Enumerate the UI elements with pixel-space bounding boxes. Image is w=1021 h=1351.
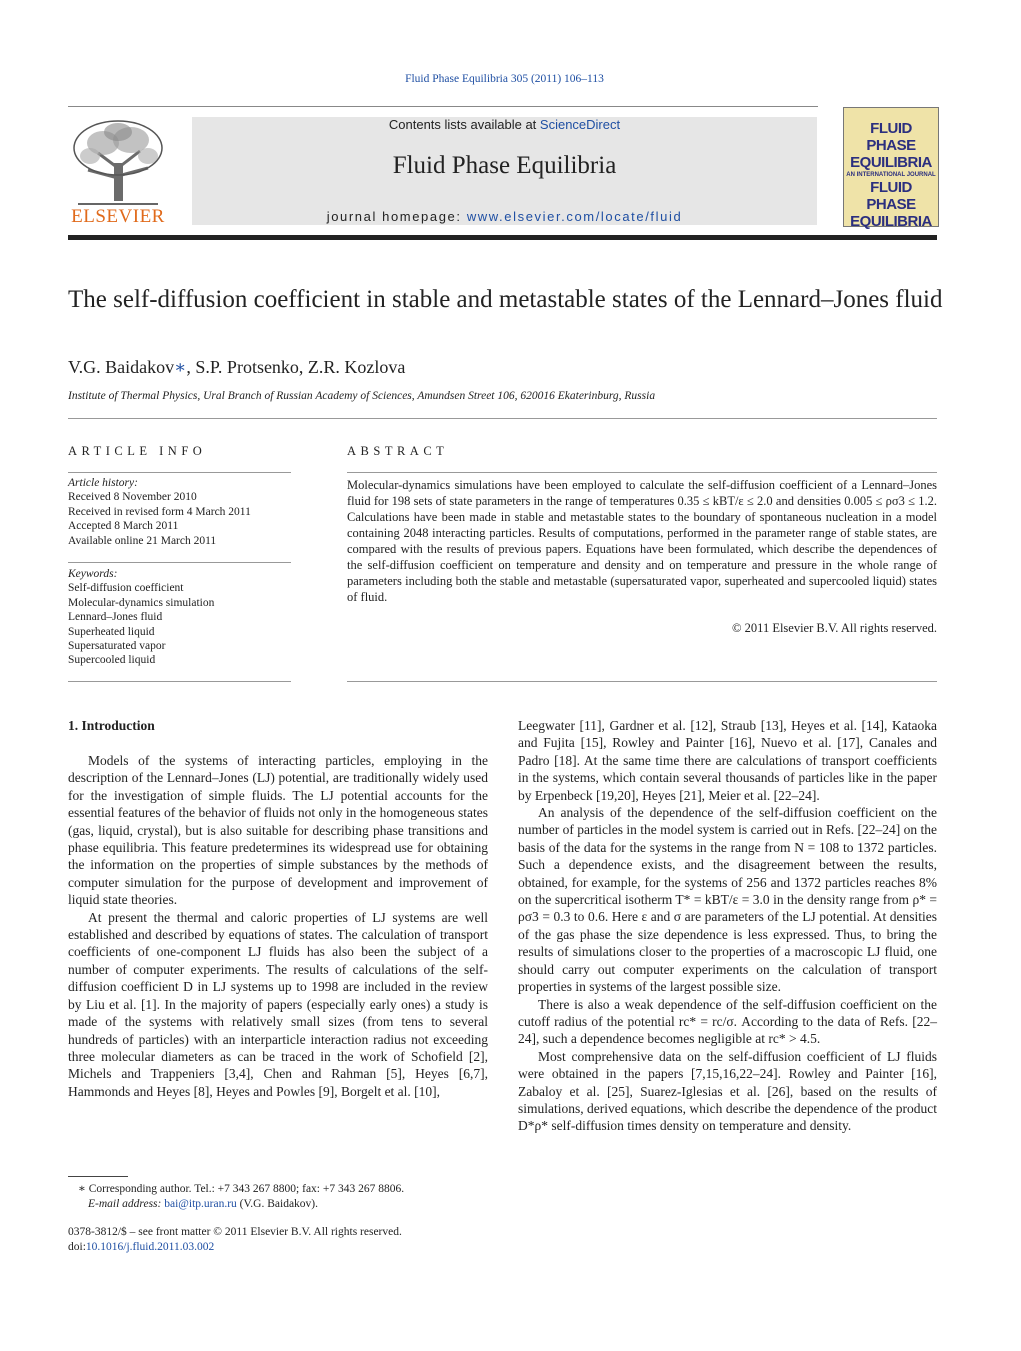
journal-title: Fluid Phase Equilibria bbox=[392, 152, 617, 179]
title-divider bbox=[68, 418, 937, 419]
doi-prefix: doi: bbox=[68, 1241, 86, 1253]
cover-line: EQUILIBRIA bbox=[850, 213, 932, 230]
history-item: Accepted 8 March 2011 bbox=[68, 520, 179, 533]
info-divider bbox=[68, 562, 291, 563]
body-paragraph: An analysis of the dependence of the self-diffusion coefficient on the number of particles in the model system is carried out in Refs. [22–24] on the basis of the data for the systems in the range from N = 108 to 1372 particles. Such a dependence exists, and the disagreement between the results, obtained, for example, for the systems of 256 and 1372 particles reaches 8% on the supercritical isotherm T* = kBT/ε = 3.0 in the density range from ρ* = ρσ3 = 0.3 to 0.6. Here ε and σ are parameters of the LJ potential. At densities of the gas phase the size dependence is less expressed. Thus, to bring the results of simulations closer to the properties of a macroscopic LJ fluid, one should carry out computer experiments on the calculation of transport properties in systems of the largest possible size. bbox=[518, 805, 937, 995]
section-heading-introduction: 1. Introduction bbox=[68, 718, 155, 733]
body-paragraph: At present the thermal and caloric properties of LJ systems are well established and described by equations of states. The calculation of transport coefficients of one-component LJ fluids has also been the subject of a number of computer experiments. The results of calculations of the self-diffusion coefficient D in LJ systems up to 1998 are included in the review by Liu et al. [1]. In the majority of papers (especially early ones) a study is made of the systems with relatively small sizes (from tens to several hundreds of particles) with an interparticle interaction radius not exceeding three molecular diameters as can be traced in the work of Schofield [2], Michels and Trappeniers [3,4], Chen and Rahman [5], Heyes [6,7], Hammonds and Heyes [8], Heyes and Powles [9], Borgelt et al. [10], bbox=[68, 909, 488, 1099]
abstract-divider bbox=[347, 681, 937, 682]
tree-logo-icon bbox=[68, 118, 168, 208]
body-paragraph: There is also a weak dependence of the self-diffusion coefficient on the cutoff radius of the potential rc* = rc/σ. According to the data of Refs. [22–24], such a dependence becomes negligible at rc* > 4.5. bbox=[518, 996, 937, 1047]
keyword: Molecular-dynamics simulation bbox=[68, 596, 215, 609]
cover-line: AN INTERNATIONAL JOURNAL bbox=[846, 172, 936, 178]
footnote-mark: ∗ bbox=[78, 1183, 86, 1195]
sciencedirect-link[interactable]: ScienceDirect bbox=[539, 117, 621, 132]
keywords-label: Keywords: bbox=[68, 568, 118, 580]
first-author: V.G. Baidakov bbox=[68, 357, 175, 377]
footnote-text: Corresponding author. Tel.: +7 343 267 8800; fax: +7 343 267 8806. bbox=[85, 1183, 405, 1195]
doi-line bbox=[68, 1240, 488, 1255]
elsevier-logo bbox=[68, 118, 168, 228]
affiliation: Institute of Thermal Physics, Ural Branch of Russian Academy of Sciences, Amundsen Street 106, 620016 Ekaterinburg, Russia bbox=[68, 390, 656, 402]
body-paragraph: Models of the systems of interacting particles, employing in the description of the Lennard–Jones (LJ) potential, are traditionally widely used for the investigation of simple fluids. The LJ potential accounts for the essential features of the behavior of fluids not only in the homogeneous states (gas, liquid, crystal), but is also suitable for describing phase transitions and phase equilibria. This feature predetermines its widespread use for obtaining the information on the properties of simple substances by the methods of computer simulation for the purpose of development and improvement of liquid state theories. bbox=[68, 753, 488, 908]
journal-citation[interactable]: Fluid Phase Equilibria 305 (2011) 106–113 bbox=[405, 73, 604, 85]
footnote-rule bbox=[68, 1176, 128, 1177]
history-label: Article history: bbox=[68, 477, 138, 489]
keyword: Self-diffusion coefficient bbox=[68, 582, 184, 595]
corresponding-author-footnote bbox=[68, 1182, 488, 1212]
keywords bbox=[68, 567, 293, 668]
other-authors: , S.P. Protsenko, Z.R. Kozlova bbox=[186, 357, 406, 377]
header-top-rule bbox=[68, 106, 818, 107]
history-item: Received in revised form 4 March 2011 bbox=[68, 505, 251, 518]
article-title: The self-diffusion coefficient in stable and metastable states of the Lennard–Jones fluid bbox=[68, 286, 943, 313]
header-bottom-rule bbox=[68, 235, 937, 240]
body-column-left bbox=[68, 752, 488, 1100]
elsevier-wordmark: ELSEVIER bbox=[71, 206, 165, 227]
corresponding-author-mark[interactable]: ∗ bbox=[174, 357, 187, 377]
abstract-heading: ABSTRACT bbox=[347, 444, 449, 458]
doi-link[interactable]: 10.1016/j.fluid.2011.03.002 bbox=[85, 1241, 215, 1253]
contents-prefix: Contents lists available at bbox=[388, 117, 540, 132]
history-item: Received 8 November 2010 bbox=[68, 491, 197, 504]
history-item: Available online 21 March 2011 bbox=[68, 534, 217, 547]
keyword: Superheated liquid bbox=[68, 625, 155, 638]
info-divider bbox=[68, 472, 291, 473]
keyword: Lennard–Jones fluid bbox=[68, 611, 163, 624]
contents-line bbox=[192, 117, 817, 132]
homepage-prefix: journal homepage: bbox=[326, 209, 467, 224]
body-paragraph: Most comprehensive data on the self-diffusion coefficient of LJ fluids were obtained in the papers [7,15,16,22–24]. Rowley and Painter [16], Zabaloy et al. [25], Suarez-Iglesias et al. [26], based on the results of simulations, derived equations, which describe the dependence of the product D*ρ* self-diffusion times density on temperature and density. bbox=[518, 1048, 937, 1134]
front-matter-text: 0378-3812/$ – see front matter © 2011 Elsevier B.V. All rights reserved. bbox=[68, 1226, 402, 1238]
info-divider bbox=[68, 681, 291, 682]
keyword: Supercooled liquid bbox=[68, 654, 156, 667]
homepage-link[interactable]: www.elsevier.com/locate/fluid bbox=[466, 209, 683, 224]
body-paragraph: Leegwater [11], Gardner et al. [12], Straub [13], Heyes et al. [14], Kataoka and Fujita [15], Rowley and Painter [16], Nuevo et al. [17], Canales and Padro [18]. At the same time there are calculations of transport coefficients in the systems, which contain several thousands of particles like in the paper by Erpenbeck [19,20], Heyes [21], Meier et al. [22–24]. bbox=[518, 718, 937, 803]
article-history bbox=[68, 476, 293, 548]
cover-line: FLUID PHASE bbox=[866, 120, 916, 154]
front-matter bbox=[68, 1225, 488, 1255]
footnote-line bbox=[68, 1182, 488, 1197]
journal-cover[interactable] bbox=[843, 107, 939, 230]
article-info-heading: ARTICLE INFO bbox=[68, 444, 207, 458]
author-list bbox=[68, 357, 405, 378]
email-label: E-mail address: bbox=[88, 1198, 165, 1210]
keyword: Supersaturated vapor bbox=[68, 640, 166, 653]
cover-line: FLUID PHASE bbox=[866, 179, 916, 213]
body-column-right bbox=[518, 717, 937, 1135]
email-link[interactable]: bai@itp.uran.ru bbox=[164, 1198, 237, 1210]
email-line bbox=[68, 1197, 488, 1212]
abstract-text: Molecular-dynamics simulations have been employed to calculate the self-diffusion coefficient of a Lennard–Jones fluid for 198 sets of state parameters in the range of temperatures 0.35 ≤ kBT/ε ≤ 2.0 and densities 0.005 ≤ ρσ3 ≤ 1.2. Calculations have been made in stable and metastable states to the boundary of spontaneous nucleation in a model containing 2048 interacting particles. Results of computations, performed in the parameter range of stable states, are compared with the results of previous papers. Equations have been formulated, which describe the dependences of the self-diffusion coefficient on temperature and density and on temperature and pressure in the whole range of parameters including both the stable and metastable (supersaturated vapor, superheated and supercooled liquid) states of fluid. bbox=[347, 478, 937, 604]
cover-line: EQUILIBRIA bbox=[850, 154, 932, 171]
abstract-copyright: © 2011 Elsevier B.V. All rights reserved. bbox=[732, 621, 937, 635]
email-suffix: (V.G. Baidakov). bbox=[236, 1198, 319, 1210]
homepage-line bbox=[192, 209, 817, 224]
abstract-divider bbox=[347, 472, 937, 473]
